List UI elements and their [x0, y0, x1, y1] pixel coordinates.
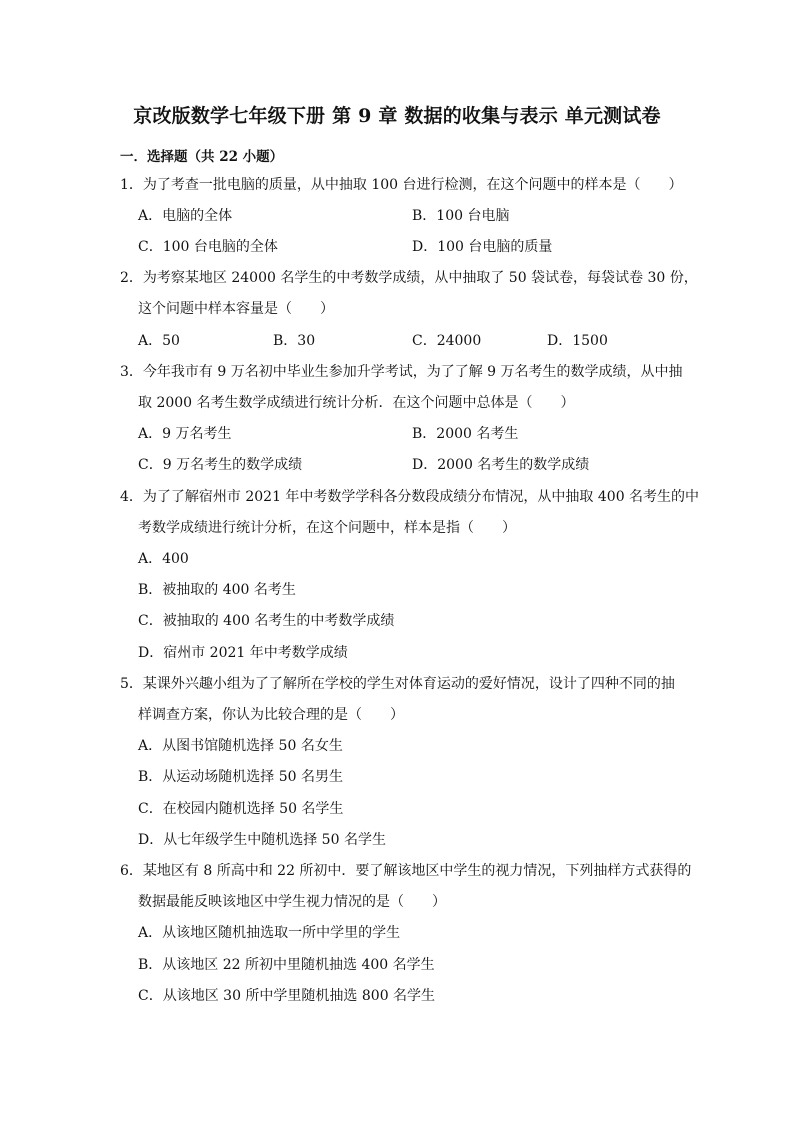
question-2-option-c: C．24000 — [412, 333, 482, 349]
question-1-option-c: C．100 台电脑的全体 — [138, 239, 278, 255]
question-3-stem: 3．今年我市有 9 万名初中毕业生参加升学考试，为了了解 9 万名考生的数学成绩，从中抽 — [120, 364, 683, 380]
question-2-option-d: D．1500 — [547, 333, 608, 349]
question-3-stem-cont: 取 2000 名考生数学成绩进行统计分析．在这个问题中总体是（ ） — [138, 395, 575, 411]
question-2-stem-cont: 这个问题中样本容量是（ ） — [138, 301, 334, 317]
question-2-stem: 2．为考察某地区 24000 名学生的中考数学成绩，从中抽取了 50 袋试卷，每袋试卷 30 份， — [120, 270, 698, 286]
question-4-stem: 4．为了了解宿州市 2021 年中考数学学科各分数段成绩分布情况，从中抽取 400 名考生的中 — [120, 489, 700, 505]
section-heading: 一．选择题（共 22 小题） — [120, 149, 284, 165]
question-4-option-d: D．宿州市 2021 年中考数学成绩 — [138, 645, 348, 661]
question-1-stem: 1．为了考查一批电脑的质量，从中抽取 100 台进行检测，在这个问题中的样本是（ ） — [120, 177, 683, 193]
question-5-option-b: B．从运动场随机选择 50 名男生 — [138, 769, 344, 785]
question-3-option-a: A．9 万名考生 — [138, 426, 232, 442]
question-6-option-b: B．从该地区 22 所初中里随机抽选 400 名学生 — [138, 957, 435, 973]
question-4-option-c: C．被抽取的 400 名考生的中考数学成绩 — [138, 613, 395, 629]
question-6-stem-cont: 数据最能反映该地区中学生视力情况的是（ ） — [138, 894, 446, 910]
question-5-option-d: D．从七年级学生中随机选择 50 名学生 — [138, 832, 386, 848]
question-3-option-d: D．2000 名考生的数学成绩 — [412, 457, 590, 473]
question-4-option-b: B．被抽取的 400 名考生 — [138, 582, 296, 598]
question-1-option-b: B．100 台电脑 — [412, 208, 510, 224]
question-4-option-a: A．400 — [138, 551, 189, 567]
question-1-option-a: A．电脑的全体 — [138, 208, 233, 224]
question-5-stem-cont: 样调查方案，你认为比较合理的是（ ） — [138, 707, 404, 723]
question-2-option-a: A．50 — [138, 333, 180, 349]
question-6-option-a: A．从该地区随机抽选取一所中学里的学生 — [138, 925, 401, 941]
question-3-option-c: C．9 万名考生的数学成绩 — [138, 457, 303, 473]
question-5-stem: 5．某课外兴趣小组为了了解所在学校的学生对体育运动的爱好情况，设计了四种不同的抽 — [120, 676, 675, 692]
question-6-stem: 6．某地区有 8 所高中和 22 所初中．要了解该地区中学生的视力情况，下列抽样方式获得的 — [120, 863, 692, 879]
question-3-option-b: B．2000 名考生 — [412, 426, 519, 442]
question-2-option-b: B．30 — [273, 333, 316, 349]
question-6-option-c: C．从该地区 30 所中学里随机抽选 800 名学生 — [138, 988, 436, 1004]
question-5-option-c: C．在校园内随机选择 50 名学生 — [138, 801, 344, 817]
question-5-option-a: A．从图书馆随机选择 50 名女生 — [138, 738, 343, 754]
question-1-option-d: D．100 台电脑的质量 — [412, 239, 553, 255]
page-title: 京改版数学七年级下册 第 9 章 数据的收集与表示 单元测试卷 — [133, 105, 661, 127]
question-4-stem-cont: 考数学成绩进行统计分析，在这个问题中，样本是指（ ） — [138, 520, 516, 536]
